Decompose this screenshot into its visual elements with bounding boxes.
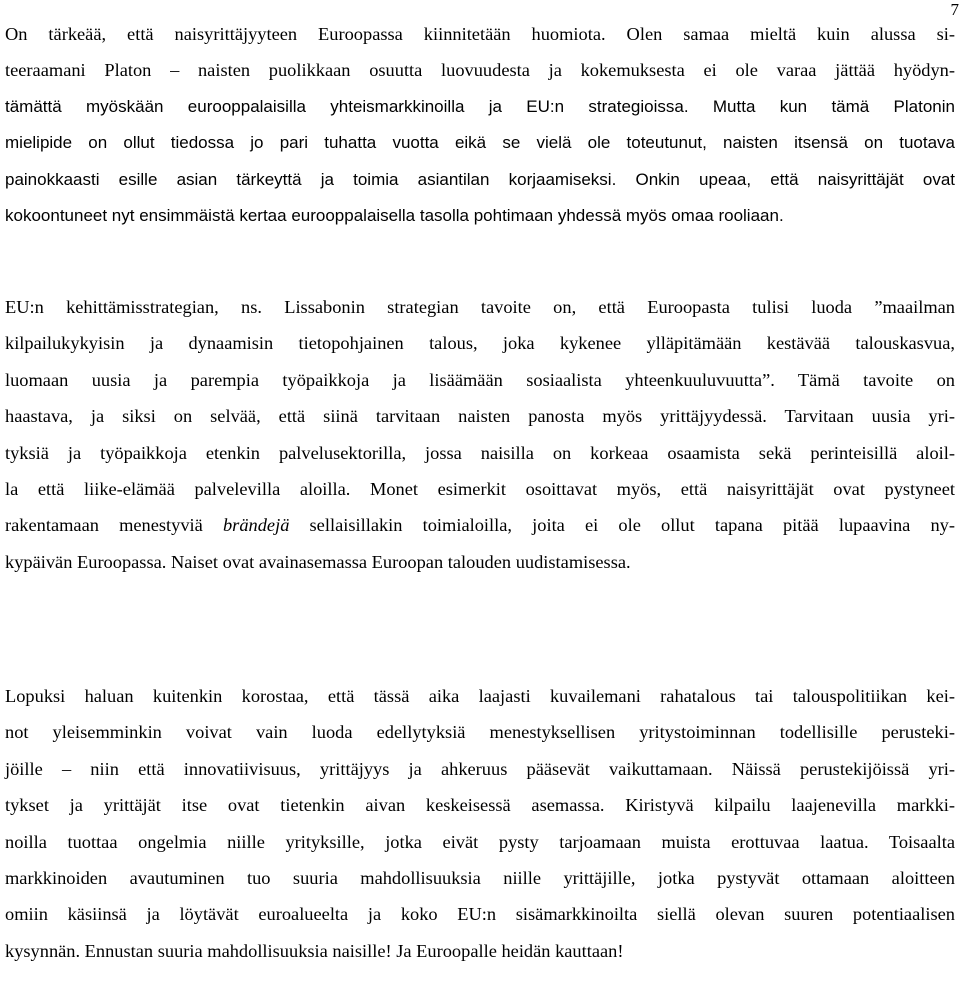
text-segment: haastava, ja siksi on selvää, että siinä tarvitaan naisten panosta myös yrittäjyydessä. Tarvitaan uusia yri- <box>5 406 955 427</box>
text-line <box>5 52 955 88</box>
text-segment: kysynnän. Ennustan suuria mahdollisuuksia naisille! Ja Euroopalle heidän kauttaan! <box>5 940 624 961</box>
text-line <box>5 16 955 52</box>
page-number: 7 <box>950 0 959 19</box>
text-segment: la että liike-elämää palvelevilla aloilla. Monet esimerkit osoittavat myös, että naisyrittäjät ovat pystyneet <box>5 478 955 499</box>
text-line <box>5 471 955 507</box>
text-line <box>5 435 955 471</box>
text-segment: jöille – niin että innovatiivisuus, yrittäjyys ja ahkeruus pääsevät vaikuttamaan. Näissä perustekijöissä yri- <box>5 758 955 779</box>
text-segment: kypäivän Euroopassa. Naiset ovat avainasemassa Euroopan talouden uudistamisessa. <box>5 551 631 572</box>
text-line <box>5 289 955 325</box>
text-line <box>5 787 955 823</box>
text-segment: painokkaasti esille asian tärkeyttä ja toimia asiantilan korjaamiseksi. Onkin upeaa, että naisyrittäjät ovat <box>5 169 955 189</box>
text-segment: omiin käsiinsä ja löytävät euroalueelta ja koko EU:n sisämarkkinoilta siellä olevan suuren potentiaalisen <box>5 904 955 925</box>
text-segment: rakentamaan menestyviä <box>5 515 223 536</box>
text-line <box>5 860 955 896</box>
paragraph-3 <box>5 678 955 969</box>
text-line <box>5 89 955 125</box>
text-line <box>5 896 955 932</box>
text-line <box>5 325 955 361</box>
text-segment: EU:n kehittämisstrategian, ns. Lissabonin strategian tavoite on, että Euroopasta tulisi luoda ”maailman <box>5 297 955 317</box>
text-segment: kilpailukykyisin ja dynaamisin tietopohjainen talous, joka kykenee ylläpitämään kestävää talouskasvua, <box>5 333 955 354</box>
text-segment: tämättä myöskään eurooppalaisilla yhteismarkkinoilla ja EU:n strategioissa. Mutta kun tämä Platonin <box>5 96 955 116</box>
text-line <box>5 507 955 543</box>
paragraph-2 <box>5 289 955 580</box>
text-line <box>5 198 955 234</box>
text-line <box>5 824 955 860</box>
text-segment: noilla tuottaa ongelmia niille yrityksille, jotka eivät pysty tarjoamaan muista erottuvaa laatua. Toisaalta <box>5 831 955 852</box>
text-segment: kokoontuneet nyt ensimmäistä kertaa eurooppalaisella tasolla pohtimaan yhdessä myös omaa rooliaan. <box>5 205 784 225</box>
text-segment: On tärkeää, että naisyrittäjyyteen Euroopassa kiinnitetään huomiota. Olen samaa mieltä kuin alussa si- <box>5 24 955 44</box>
text-segment: sellaisillakin toimialoilla, joita ei ole ollut tapana pitää lupaavina ny- <box>289 515 956 536</box>
text-line <box>5 678 955 714</box>
text-line <box>5 933 955 969</box>
text-segment: luomaan uusia ja parempia työpaikkoja ja lisäämään sosiaalista yhteenkuuluvuutta”. Tämä tavoite on <box>5 369 955 390</box>
text-line <box>5 544 955 580</box>
text-segment: Lopuksi haluan kuitenkin korostaa, että tässä aika laajasti kuvailemani rahatalous tai talouspolitiikan kei- <box>5 686 955 706</box>
text-segment: mielipide on ollut tiedossa jo pari tuhatta vuotta eikä se vielä ole toteutunut, naisten itsensä on tuotava <box>5 133 955 153</box>
text-segment: not yleisemminkin voivat vain luoda edellytyksiä menestyksellisen yritystoiminnan todellisille perusteki- <box>5 722 955 743</box>
paragraph-1 <box>5 16 955 234</box>
text-line <box>5 125 955 161</box>
text-line <box>5 714 955 750</box>
italic-text-segment: brändejä <box>222 515 290 536</box>
text-line <box>5 398 955 434</box>
text-segment: markkinoiden avautuminen tuo suuria mahdollisuuksia niille yrittäjille, jotka pystyvät ottamaan aloitteen <box>5 867 955 888</box>
text-segment: tykset ja yrittäjät itse ovat tietenkin aivan keskeisessä asemassa. Kiristyvä kilpailu laajenevilla markki- <box>5 795 955 816</box>
text-line <box>5 751 955 787</box>
text-line <box>5 162 955 198</box>
text-line <box>5 362 955 398</box>
text-segment: tyksiä ja työpaikkoja etenkin palvelusektorilla, jossa naisilla on korkeaa osaamista sekä perinteisillä aloil- <box>5 442 955 463</box>
text-segment: teeraamani Platon – naisten puolikkaan osuutta luovuudesta ja kokemuksesta ei ole varaa jättää hyödyn- <box>5 60 955 81</box>
